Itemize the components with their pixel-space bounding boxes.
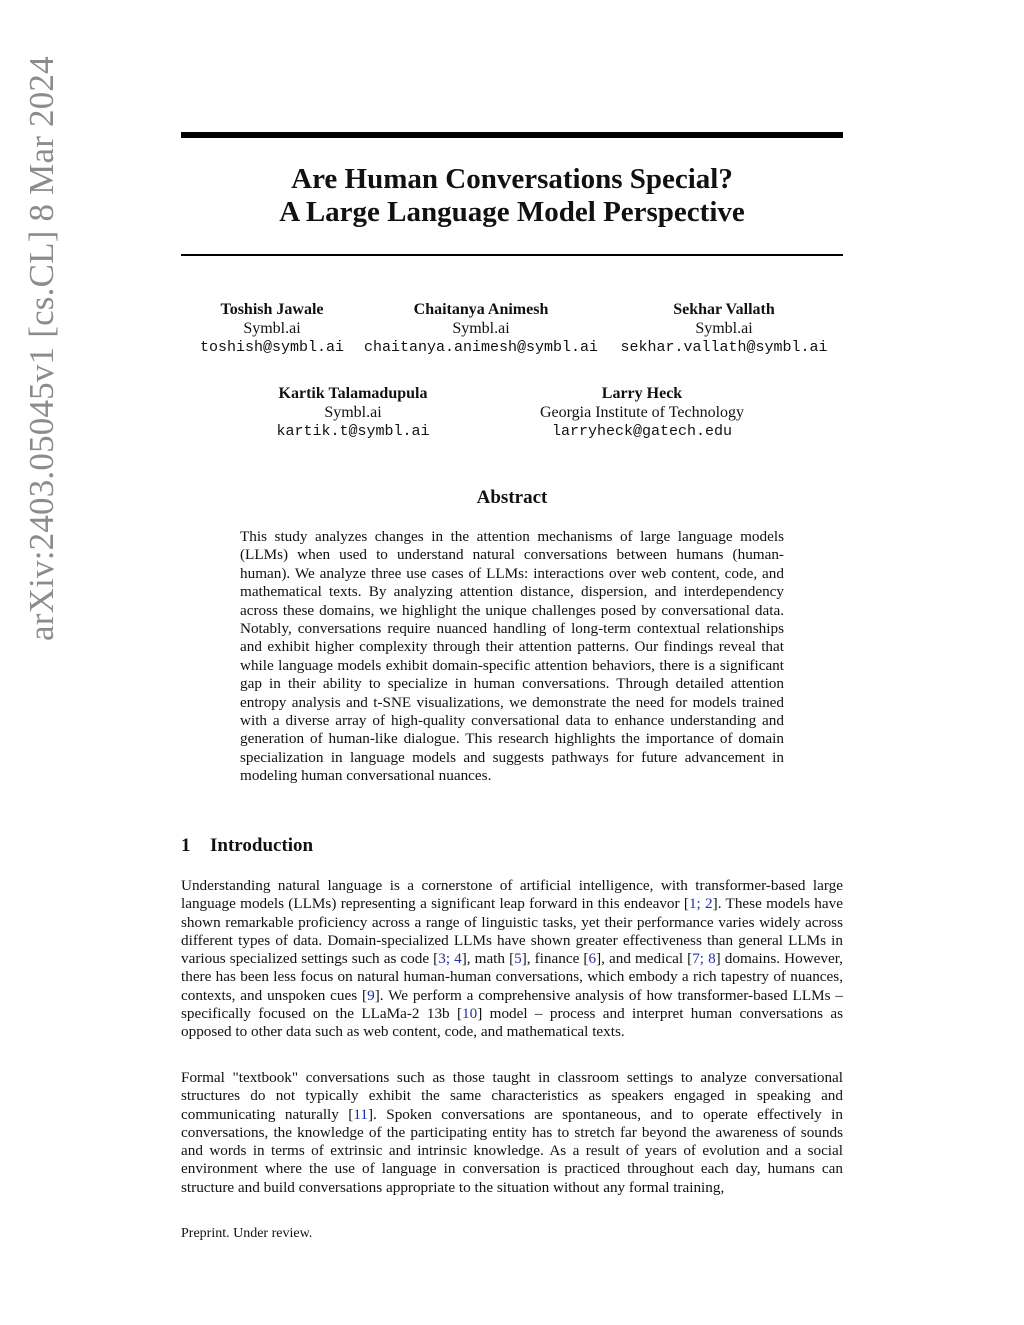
citation-link[interactable]: 7; 8 <box>692 950 716 968</box>
paragraph-text: ]. Spoken conversations are spontaneous, and to operate effectively in conversations, the knowledge of the participating entity has to stretch far beyond the awareness of sounds and words in terms of extrinsic and intrinsic knowledge. As a result of years of evolution and a social environment where the use of language in conversation is practiced throughout each day, humans can structure and build conversations appropriate to the situation without any formal training, <box>181 1105 843 1196</box>
abstract-text: This study analyzes changes in the attention mechanisms of large language models (LLMs) when used to understand natural conversations between humans (human-human). We analyze three use cases of LLMs: interactions over web content, code, and mathematical texts. By analyzing attention distance, dispersion, and interdependency across these domains, we highlight the unique challenges posed by conversational data. Notably, conversations require nuanced handling of long-term contextual relationships and exhibit higher complexity through their attention patterns. Our findings reveal that while language models exhibit domain-specific attention behaviors, there is a significant gap in their ability to specialize in human conversations. Through detailed attention entropy analysis and t-SNE visualizations, we demonstrate the need for models trained with a diverse array of high-quality conversational data to enhance understanding and generation of human-like dialogue. This research highlights the importance of domain specialization in language models and suggests pathways for future advancement in modeling human conversational nuances. <box>240 528 784 785</box>
author-name: Chaitanya Animesh <box>413 301 549 318</box>
author-block <box>172 300 372 357</box>
author-affiliation: Symbl.ai <box>452 320 510 337</box>
section-heading <box>181 835 843 857</box>
paragraph-text: ] domains. However, there has been less focus on natural human-human conversations, which embody a rich tapestry of nuances, contexts, and unspoken cues [ <box>181 950 843 1004</box>
author-block <box>253 384 453 441</box>
author-email[interactable]: sekhar.vallath@symbl.ai <box>620 339 828 356</box>
page-footer: Preprint. Under review. <box>181 1226 313 1241</box>
citation-link[interactable]: 1; 2 <box>688 895 713 913</box>
citation-link[interactable]: 5 <box>514 950 522 968</box>
author-block <box>356 300 606 357</box>
author-block <box>614 300 834 357</box>
paragraph-text: ]. These models have shown remarkable proficiency across a range of linguistic tasks, yet their performance varies widely across different types of data. Domain-specialized LLMs have shown greater effectiveness than general LLMs in various specialized settings such as code [ <box>181 895 843 968</box>
paragraph-text: ] model – process and interpret human conversations as opposed to other data such as web content, code, and mathematical texts. <box>181 1005 843 1041</box>
intro-paragraph-1 <box>181 877 843 1042</box>
section-title: Introduction <box>210 835 314 856</box>
arxiv-identifier-stamp: arXiv:2403.05045v1 [cs.CL] 8 Mar 2024 <box>22 56 61 641</box>
title-line-2: A Large Language Model Perspective <box>279 196 745 228</box>
paragraph-text: ], and medical [ <box>596 950 693 968</box>
abstract-heading: Abstract <box>476 487 548 508</box>
title-line-1: Are Human Conversations Special? <box>291 163 733 195</box>
intro-paragraph-2 <box>181 1069 843 1197</box>
author-affiliation: Symbl.ai <box>243 320 301 337</box>
section-number: 1 <box>181 835 191 856</box>
paragraph-text: ]. We perform a comprehensive analysis of how transformer-based LLMs – specifically focused on the LLaMa-2 13b [ <box>181 986 843 1023</box>
author-affiliation: Georgia Institute of Technology <box>539 404 745 421</box>
author-name: Kartik Talamadupula <box>278 385 428 402</box>
author-name: Toshish Jawale <box>220 301 324 318</box>
author-email[interactable]: larryheck@gatech.edu <box>551 423 733 440</box>
title-bottom-rule <box>181 254 843 256</box>
author-affiliation: Symbl.ai <box>695 320 753 337</box>
paragraph-text: ], finance [ <box>521 950 589 968</box>
author-block <box>512 384 772 441</box>
author-name: Sekhar Vallath <box>673 301 775 318</box>
citation-link[interactable]: 3; 4 <box>438 950 462 968</box>
author-email[interactable]: toshish@symbl.ai <box>199 339 345 356</box>
author-email[interactable]: kartik.t@symbl.ai <box>276 423 430 440</box>
author-affiliation: Symbl.ai <box>324 404 382 421</box>
citation-link[interactable]: 6 <box>588 950 597 968</box>
paper-title <box>181 163 843 229</box>
paragraph-text: ], math [ <box>461 950 515 968</box>
author-name: Larry Heck <box>601 385 683 402</box>
paragraph-text: Understanding natural language is a cornerstone of artificial intelligence, with transformer-based large language models (LLMs) representing a significant leap forward in this endeavor [ <box>181 877 843 913</box>
title-top-rule <box>181 132 843 138</box>
citation-link[interactable]: 10 <box>462 1005 478 1023</box>
citation-link[interactable]: 11 <box>353 1105 368 1123</box>
author-email[interactable]: chaitanya.animesh@symbl.ai <box>363 339 599 356</box>
paragraph-text: Formal "textbook" conversations such as those taught in classroom settings to analyze conversational structures do not typically exhibit the same characteristics as speakers engaged in speaking and communicating naturally [ <box>181 1069 843 1123</box>
citation-link[interactable]: 9 <box>367 986 375 1004</box>
